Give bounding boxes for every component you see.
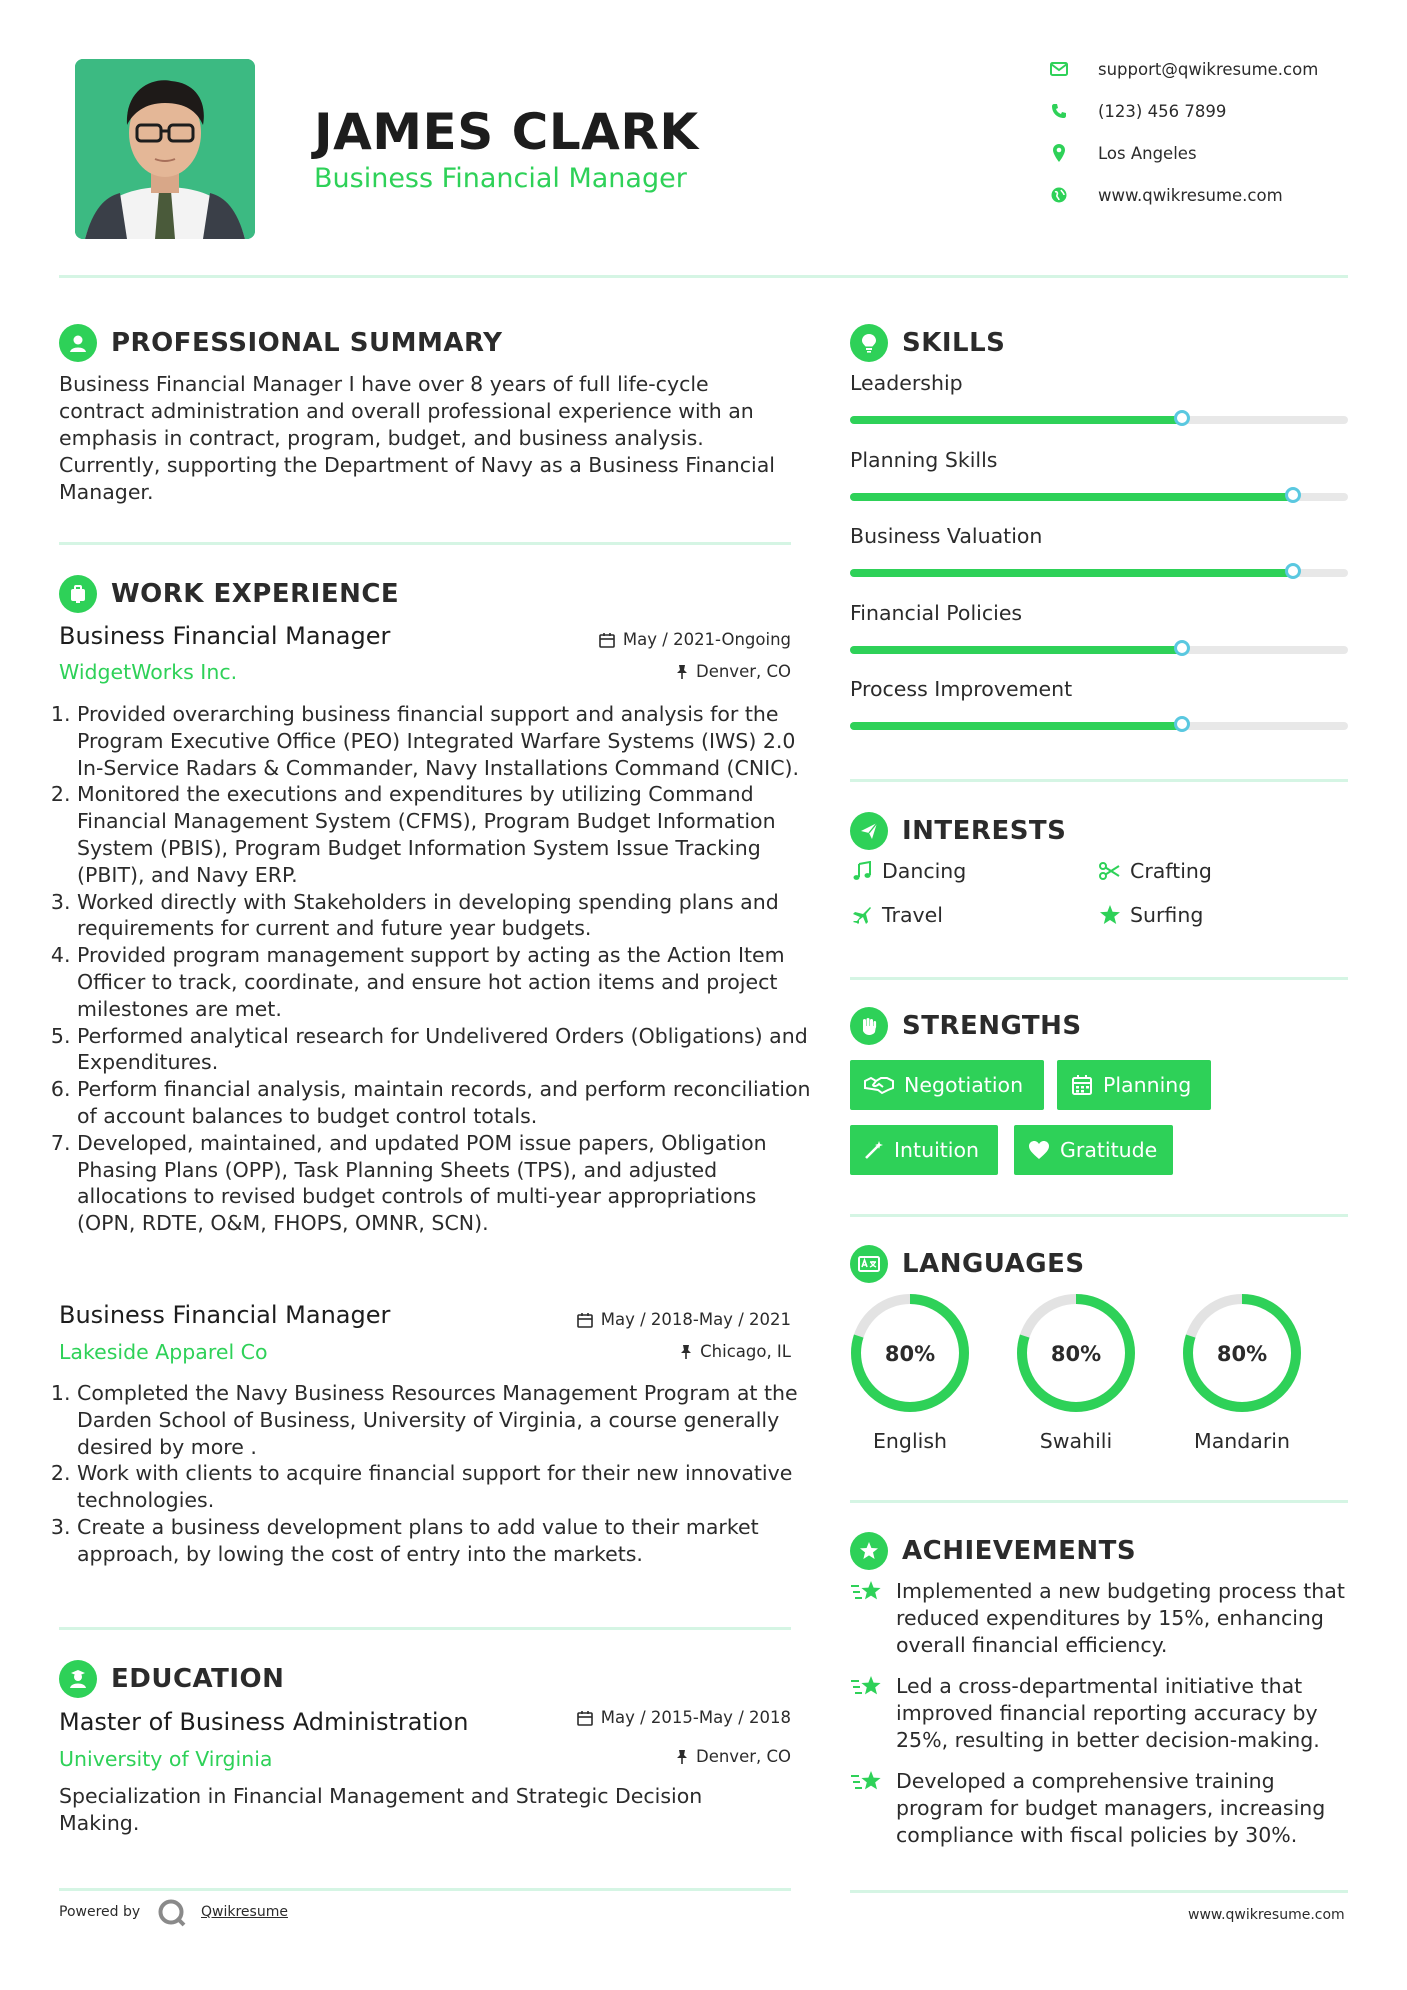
calendar-icon — [1071, 1074, 1093, 1096]
strengths-divider — [850, 1214, 1348, 1217]
language-name: Mandarin — [1194, 1429, 1290, 1453]
job-1-dates — [500, 630, 791, 649]
job-1-duty-1: 1. Provided overarching business financial support and analysis for the Program Executive Office (PEO) Integrated Warfare Systems (IWS) 2.0 In-Service Radars & Commander, Navy Installations Command (CNIC). — [77, 701, 817, 781]
job-2-company: Lakeside Apparel Co — [59, 1340, 268, 1364]
language-ring — [1014, 1291, 1138, 1415]
achievement-1 — [850, 1578, 1348, 1659]
job-1-duty-2: 2. Monitored the executions and expenditures by utilizing Command Financial Management System (CFMS), Program Budget Information System (PBIS), Program Budget Information System Issue Tracking (PBIT), and Navy ERP. — [77, 781, 817, 888]
job-2-title: Business Financial Manager — [59, 1301, 391, 1329]
footer-website[interactable]: www.qwikresume.com — [1188, 1907, 1345, 1923]
strength-gratitude — [1014, 1125, 1173, 1175]
contact-email[interactable] — [1048, 53, 1388, 85]
skill-label: Planning Skills — [850, 447, 998, 472]
calendar-icon — [599, 632, 615, 648]
strengths-heading — [850, 1007, 1082, 1045]
strength-negotiation-label: Negotiation — [904, 1073, 1024, 1097]
skill-bar-fill — [850, 416, 1182, 424]
contact-location-text: Los Angeles — [1098, 143, 1197, 163]
achievement-1-text: Implemented a new budgeting process that reduced expenditures by 15%, enhancing overall financial efficiency. — [896, 1579, 1345, 1657]
work-title: WORK EXPERIENCE — [111, 579, 400, 609]
job-2-location-text: Chicago, IL — [700, 1342, 791, 1361]
job-2-duty-2: 2. Work with clients to acquire financial support for their new innovative technologies. — [77, 1460, 817, 1514]
skill-label: Leadership — [850, 371, 963, 395]
skill-bar-fill — [850, 722, 1182, 730]
pushpin-icon — [676, 1749, 688, 1765]
summary-heading — [59, 324, 502, 362]
strength-planning-label: Planning — [1103, 1073, 1192, 1097]
magic-wand-icon — [864, 1140, 884, 1160]
achievement-3-text: Developed a comprehensive training program for budget managers, increasing compliance with fiscal policies by 30%. — [896, 1769, 1326, 1847]
skill-bar-knob — [1174, 716, 1190, 732]
summary-text: Business Financial Manager I have over 8 years of full life-cycle contract administration and overall professional experience with an emphasis in contract, program, budget, and business analysis. Currently, supporting the Department of Navy as a Business Financial Manager. — [59, 372, 775, 504]
education-location-text: Denver, CO — [695, 1747, 791, 1766]
skill-label: Business Valuation — [850, 524, 1043, 548]
calendar-icon — [577, 1710, 593, 1726]
skill-bar-knob — [1285, 563, 1301, 579]
airplane-icon — [850, 903, 874, 927]
graduate-icon — [59, 1660, 97, 1698]
contact-phone-text: (123) 456 7899 — [1098, 101, 1227, 121]
lightbulb-icon — [850, 324, 888, 362]
education-heading — [59, 1660, 284, 1698]
job-1-duty-7: 7. Developed, maintained, and updated POM issue papers, Obligation Phasing Plans (OPP), Task Planning Sheets (TPS), and adjusted allocations to revised budget controls of multi-year appropriations (OPN, RDTE, O&M, FHOPS, OMNR, SCN). — [77, 1130, 817, 1237]
music-note-icon — [850, 859, 874, 883]
skills-divider — [850, 779, 1348, 782]
job-1-company: WidgetWorks Inc. — [59, 660, 238, 684]
interests-divider — [850, 977, 1348, 980]
star-icon — [1098, 903, 1122, 927]
achievements-divider — [850, 1890, 1348, 1893]
languages-divider — [850, 1500, 1348, 1503]
degree-title: Master of Business Administration — [59, 1708, 469, 1736]
contact-website-text: www.qwikresume.com — [1098, 185, 1283, 205]
skill-bar-knob — [1174, 640, 1190, 656]
hand-fist-icon — [850, 1007, 888, 1045]
phone-icon — [1048, 100, 1070, 122]
contact-phone[interactable] — [1048, 95, 1388, 127]
skill-bar — [850, 722, 1348, 730]
job-2-duty-1: 1. Completed the Navy Business Resources Management Program at the Darden School of Business, University of Virginia, a course generally desired by more . — [77, 1380, 817, 1460]
job-2-duties — [59, 1380, 817, 1568]
candidate-name: JAMES CLARK — [314, 103, 699, 161]
qwikresume-logo-icon — [157, 1898, 187, 1928]
achievement-2 — [850, 1673, 1348, 1754]
skill-label: Process Improvement — [850, 677, 1073, 701]
interest-surfing-label: Surfing — [1130, 903, 1204, 927]
language-percent: 80% — [1216, 1342, 1268, 1366]
interest-crafting — [1098, 859, 1212, 883]
achievements-title: ACHIEVEMENTS — [902, 1536, 1137, 1566]
shooting-star-icon — [850, 1578, 884, 1606]
skill-bar-fill — [850, 493, 1293, 501]
job-1-duty-3: 3. Worked directly with Stakeholders in developing spending plans and requirements for current and future year budgets. — [77, 889, 817, 943]
language-name: Swahili — [1039, 1429, 1113, 1453]
education-dates — [500, 1708, 791, 1727]
shooting-star-icon — [850, 1768, 884, 1796]
language-percent: 80% — [1050, 1342, 1102, 1366]
skill-bar-fill — [850, 646, 1182, 654]
interest-travel-label: Travel — [882, 903, 943, 927]
job-1-location-text: Denver, CO — [695, 662, 791, 681]
location-pin-icon — [1048, 142, 1070, 164]
paper-plane-icon — [850, 812, 888, 850]
interest-surfing — [1098, 903, 1203, 927]
skills-title: SKILLS — [902, 328, 1006, 358]
interests-heading — [850, 812, 1066, 850]
interests-title: INTERESTS — [902, 816, 1067, 846]
interest-travel — [850, 903, 943, 927]
job-2-location — [500, 1342, 791, 1361]
job-1-duty-6: 6. Perform financial analysis, maintain records, and perform reconciliation of account balances to budget control totals. — [77, 1076, 817, 1130]
job-2-dates — [500, 1310, 791, 1329]
school-name: University of Virginia — [59, 1747, 273, 1771]
summary-title: PROFESSIONAL SUMMARY — [111, 328, 503, 358]
pushpin-icon — [680, 1344, 692, 1360]
pushpin-icon — [676, 664, 688, 680]
summary-divider — [59, 542, 791, 545]
strength-planning — [1057, 1060, 1211, 1110]
job-1-title: Business Financial Manager — [59, 622, 391, 650]
work-heading — [59, 575, 399, 613]
briefcase-icon — [59, 575, 97, 613]
job-1-duty-5: 5. Performed analytical research for Undelivered Orders (Obligations) and Expenditures. — [77, 1023, 817, 1077]
achievements-heading — [850, 1532, 1136, 1570]
strength-negotiation — [850, 1060, 1044, 1110]
education-divider — [59, 1888, 791, 1891]
contact-website[interactable] — [1048, 179, 1388, 211]
heart-icon — [1028, 1140, 1050, 1160]
envelope-icon — [1048, 58, 1070, 80]
job-1-duty-4: 4. Provided program management support by acting as the Action Item Officer to track, coordinate, and ensure hot action items and project milestones are met. — [77, 942, 817, 1022]
candidate-title: Business Financial Manager — [314, 163, 687, 194]
education-location — [500, 1747, 791, 1766]
globe-icon — [1048, 184, 1070, 206]
handshake-icon — [864, 1075, 894, 1095]
contact-location — [1048, 137, 1388, 169]
job-2-duty-3: 3. Create a business development plans to add value to their market approach, by lowing the cost of entry into the markets. — [77, 1514, 817, 1568]
interest-dancing-label: Dancing — [882, 859, 967, 883]
languages-heading — [850, 1245, 1085, 1283]
skill-bar — [850, 569, 1348, 577]
education-dates-text: May / 2015-May / 2018 — [600, 1708, 791, 1727]
achievement-3 — [850, 1768, 1348, 1849]
interest-dancing — [850, 859, 966, 883]
language-percent: 80% — [884, 1342, 936, 1366]
work-divider — [59, 1627, 791, 1630]
qwikresume-link[interactable]: Qwikresume — [201, 1904, 288, 1920]
job-1-duties — [59, 701, 817, 1237]
interest-crafting-label: Crafting — [1130, 859, 1212, 883]
language-icon — [850, 1245, 888, 1283]
strength-intuition — [850, 1125, 998, 1175]
job-2-dates-text: May / 2018-May / 2021 — [600, 1310, 791, 1329]
calendar-icon — [577, 1312, 593, 1328]
language-ring — [1180, 1291, 1304, 1415]
shooting-star-icon — [850, 1673, 884, 1701]
education-title: EDUCATION — [111, 1664, 285, 1694]
scissors-icon — [1098, 859, 1122, 883]
strength-gratitude-label: Gratitude — [1060, 1138, 1158, 1162]
profile-photo — [75, 59, 255, 239]
contact-email-text: support@qwikresume.com — [1098, 59, 1319, 79]
award-icon — [850, 1532, 888, 1570]
skill-bar — [850, 646, 1348, 654]
job-1-location — [500, 662, 791, 681]
language-name: English — [872, 1429, 948, 1453]
education-description: Specialization in Financial Management and Strategic Decision Making. — [59, 1784, 703, 1835]
skill-bar — [850, 493, 1348, 501]
achievement-2-text: Led a cross-departmental initiative that improved financial reporting accuracy by 25%, resulting in better decision-making. — [896, 1674, 1320, 1752]
user-icon — [59, 324, 97, 362]
powered-by-label: Powered by — [59, 1904, 141, 1920]
skill-bar-fill — [850, 569, 1293, 577]
language-ring — [848, 1291, 972, 1415]
strength-intuition-label: Intuition — [894, 1138, 980, 1162]
header-divider — [59, 275, 1348, 278]
strengths-title: STRENGTHS — [902, 1011, 1082, 1041]
skills-heading — [850, 324, 1005, 362]
skill-bar-knob — [1285, 487, 1301, 503]
skill-label: Financial Policies — [850, 600, 1023, 625]
skill-bar-knob — [1174, 410, 1190, 426]
languages-title: LANGUAGES — [902, 1249, 1085, 1279]
skill-bar — [850, 416, 1348, 424]
job-1-dates-text: May / 2021-Ongoing — [622, 630, 791, 649]
